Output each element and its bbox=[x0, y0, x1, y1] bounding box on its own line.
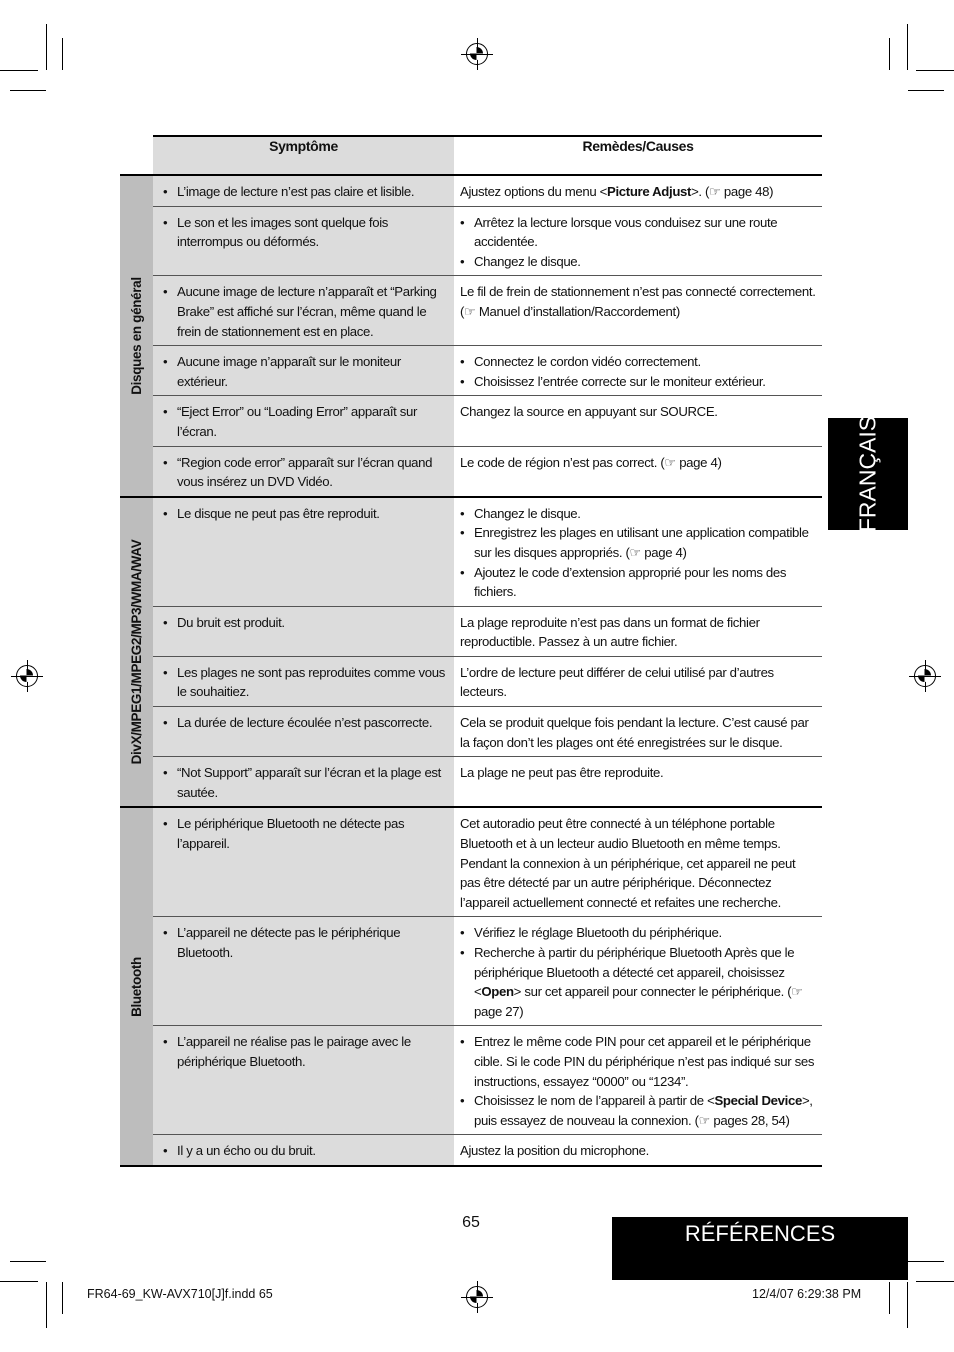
remedy-cell bbox=[454, 757, 822, 808]
crop-mark bbox=[46, 1282, 47, 1328]
registration-mark-icon bbox=[914, 665, 936, 687]
symptom-cell bbox=[153, 175, 454, 206]
symptom-text: • Le disque ne peut pas être reproduit. bbox=[163, 504, 448, 524]
remedy-cell bbox=[454, 606, 822, 656]
symptom-text: • La durée de lecture écoulée n’est pascorrecte. bbox=[163, 713, 448, 733]
symptom-text: • “Not Support” apparaît sur l’écran et la plage est sautée. bbox=[163, 763, 448, 802]
remedy-cell bbox=[454, 497, 822, 606]
remedy-cell bbox=[454, 807, 822, 916]
registration-mark-icon bbox=[466, 43, 488, 65]
remedy-text: Cet autoradio peut être connecté à un téléphone portable Bluetooth et à un lecteur audio Bluetooth en même temps. Pendant la connexion à un périphérique, cet appareil ne peut pas être détecté par un autre périphérique. Déconnectez l’appareil actuellement connecté et refaites une recherche. bbox=[460, 816, 796, 910]
table-row bbox=[120, 346, 822, 396]
remedy-text: La plage ne peut pas être reproduite. bbox=[460, 765, 664, 781]
symptom-text: • Aucune image de lecture n’apparaît et “Parking Brake” est affiché sur l’écran, même quand le frein de stationnement est en place. bbox=[163, 282, 448, 341]
remedy-item: • Ajoutez le code d’extension approprié pour les noms des fichiers. bbox=[460, 563, 816, 602]
crop-mark bbox=[908, 90, 944, 91]
crop-mark bbox=[916, 70, 954, 71]
symptom-cell bbox=[153, 276, 454, 346]
symptom-text: • L’appareil ne détecte pas le périphérique Bluetooth. bbox=[163, 923, 448, 962]
remedy-cell bbox=[454, 917, 822, 1026]
crop-mark bbox=[916, 1281, 954, 1282]
table-row bbox=[120, 1026, 822, 1135]
section-tab-label: RÉFÉRENCES bbox=[684, 1221, 836, 1246]
symptom-cell bbox=[153, 1135, 454, 1166]
remedy-cell bbox=[454, 446, 822, 497]
remedy-item: • Enregistrez les plages en utilisant une application compatible sur les disques appropriés. (☞ page 4) bbox=[460, 523, 816, 562]
remedy-item: • Changez le disque. bbox=[460, 504, 816, 524]
remedy-cell bbox=[454, 707, 822, 757]
crop-mark bbox=[62, 1282, 63, 1314]
table-header-row bbox=[120, 136, 822, 175]
footer-timestamp: 12/4/07 6:29:38 PM bbox=[752, 1287, 862, 1301]
symptom-text: • Le son et les images sont quelque fois interrompus ou déformés. bbox=[163, 213, 448, 252]
symptom-cell bbox=[153, 807, 454, 916]
remedy-item: • Arrêtez la lecture lorsque vous conduisez sur une route accidentée. bbox=[460, 213, 816, 252]
crop-mark bbox=[10, 90, 46, 91]
symptom-text: • L’appareil ne réalise pas le pairage avec le périphérique Bluetooth. bbox=[163, 1032, 448, 1071]
table-body bbox=[120, 175, 822, 1166]
symptom-text: • Le périphérique Bluetooth ne détecte pas l’appareil. bbox=[163, 814, 448, 853]
crop-mark bbox=[889, 1282, 890, 1314]
remedy-text: L’ordre de lecture peut différer de celui utilisé par d’autres lecteurs. bbox=[460, 664, 774, 700]
symptom-text: • Du bruit est produit. bbox=[163, 613, 448, 633]
table-row bbox=[120, 807, 822, 916]
group-label-cell bbox=[120, 807, 153, 1166]
remedy-cell bbox=[454, 206, 822, 276]
language-tab-label: FRANÇAIS bbox=[854, 415, 881, 533]
header-blank bbox=[120, 136, 153, 175]
table-row bbox=[120, 1135, 822, 1166]
symptom-cell bbox=[153, 1026, 454, 1135]
symptom-cell bbox=[153, 606, 454, 656]
group-label-cell bbox=[120, 497, 153, 808]
symptom-text: • Il y a un écho ou du bruit. bbox=[163, 1141, 448, 1161]
symptom-text: • “Eject Error” ou “Loading Error” apparaît sur l’écran. bbox=[163, 402, 448, 441]
crop-mark bbox=[907, 1282, 908, 1328]
remedy-text: Ajustez la position du microphone. bbox=[460, 1143, 649, 1159]
remedy-item: • Choisissez le nom de l’appareil à partir de <Special Device>, puis essayez de nouveau la connexion. (☞ pages 28, 54) bbox=[460, 1091, 816, 1130]
table-row bbox=[120, 656, 822, 706]
crop-mark bbox=[46, 24, 47, 70]
registration-mark-icon bbox=[466, 1286, 488, 1308]
table-row bbox=[120, 606, 822, 656]
section-tab bbox=[612, 1217, 908, 1280]
crop-mark bbox=[908, 1261, 944, 1262]
crop-mark bbox=[10, 1261, 46, 1262]
header-symptom: Symptôme bbox=[153, 136, 454, 175]
table-row bbox=[120, 276, 822, 346]
remedy-text: Ajustez options du menu <Picture Adjust>. (☞ page 48) bbox=[460, 184, 774, 199]
symptom-cell bbox=[153, 656, 454, 706]
remedy-text: Changez la source en appuyant sur SOURCE. bbox=[460, 404, 718, 420]
remedy-item: • Connectez le cordon vidéo correctement. bbox=[460, 352, 816, 372]
symptom-text: • Aucune image n’apparaît sur le moniteur extérieur. bbox=[163, 352, 448, 391]
table-row bbox=[120, 206, 822, 276]
remedy-cell bbox=[454, 346, 822, 396]
table-row bbox=[120, 446, 822, 497]
table-row bbox=[120, 396, 822, 446]
symptom-cell bbox=[153, 497, 454, 606]
table-row bbox=[120, 175, 822, 206]
symptom-text: • Les plages ne sont pas reproduites comme vous le souhaitiez. bbox=[163, 663, 448, 702]
language-tab bbox=[828, 415, 908, 533]
troubleshooting-table bbox=[120, 135, 822, 1167]
remedy-item: • Choisissez l’entrée correcte sur le moniteur extérieur. bbox=[460, 372, 816, 392]
registration-mark-icon bbox=[16, 665, 38, 687]
symptom-text: • L’image de lecture n’est pas claire et lisible. bbox=[163, 182, 448, 202]
remedy-item: • Changez le disque. bbox=[460, 252, 816, 272]
symptom-cell bbox=[153, 396, 454, 446]
remedy-cell bbox=[454, 656, 822, 706]
group-label: DivX/MPEG1/MPEG2/MP3/WMA/WAV bbox=[128, 539, 144, 765]
symptom-text: • “Region code error” apparaît sur l’écran quand vous insérez un DVD Vidéo. bbox=[163, 453, 448, 492]
remedy-cell bbox=[454, 175, 822, 206]
footer-filename: FR64-69_KW-AVX710[J]f.indd 65 bbox=[87, 1287, 273, 1301]
remedy-text: La plage reproduite n’est pas dans un format de fichier reproductible. Passez à un autre fichier. bbox=[460, 614, 760, 650]
table-row bbox=[120, 707, 822, 757]
remedy-text: Cela se produit quelque fois pendant la lecture. C’est causé par la façon don’t les plages ont été enregistrées sur le disque. bbox=[460, 715, 809, 750]
group-label: Disques en général bbox=[128, 277, 144, 395]
remedy-cell bbox=[454, 396, 822, 446]
crop-mark bbox=[0, 70, 38, 71]
table-row bbox=[120, 757, 822, 808]
table-row bbox=[120, 497, 822, 606]
remedy-cell bbox=[454, 1026, 822, 1135]
remedy-item: • Entrez le même code PIN pour cet appareil et le périphérique cible. Si le code PIN du périphérique n’est pas indiqué sur ses instructions, essayez “0000” ou “1234”. bbox=[460, 1032, 816, 1091]
crop-mark bbox=[907, 24, 908, 70]
symptom-cell bbox=[153, 346, 454, 396]
remedy-item: • Recherche à partir du périphérique Bluetooth Après que le périphérique Bluetooth a détecté cet appareil, choisissez <Open> sur cet appareil pour connecter le périphérique. (☞ page 27) bbox=[460, 943, 816, 1021]
remedy-cell bbox=[454, 276, 822, 346]
crop-mark bbox=[62, 38, 63, 70]
group-label-cell bbox=[120, 175, 153, 497]
page-number: 65 bbox=[462, 1214, 480, 1231]
symptom-cell bbox=[153, 206, 454, 276]
crop-mark bbox=[889, 38, 890, 70]
crop-mark bbox=[0, 1281, 38, 1282]
header-remedy: Remèdes/Causes bbox=[454, 136, 822, 175]
remedy-text: Le code de région n’est pas correct. (☞ page 4) bbox=[460, 454, 722, 470]
symptom-cell bbox=[153, 917, 454, 1026]
remedy-item: • Vérifiez le réglage Bluetooth du périphérique. bbox=[460, 923, 816, 943]
remedy-text: Le fil de frein de stationnement n’est pas connecté correctement. (☞ Manuel d’installation/Raccordement) bbox=[460, 284, 816, 319]
symptom-cell bbox=[153, 757, 454, 808]
table-row bbox=[120, 917, 822, 1026]
symptom-cell bbox=[153, 707, 454, 757]
symptom-cell bbox=[153, 446, 454, 497]
group-label: Bluetooth bbox=[128, 956, 144, 1017]
remedy-cell bbox=[454, 1135, 822, 1166]
